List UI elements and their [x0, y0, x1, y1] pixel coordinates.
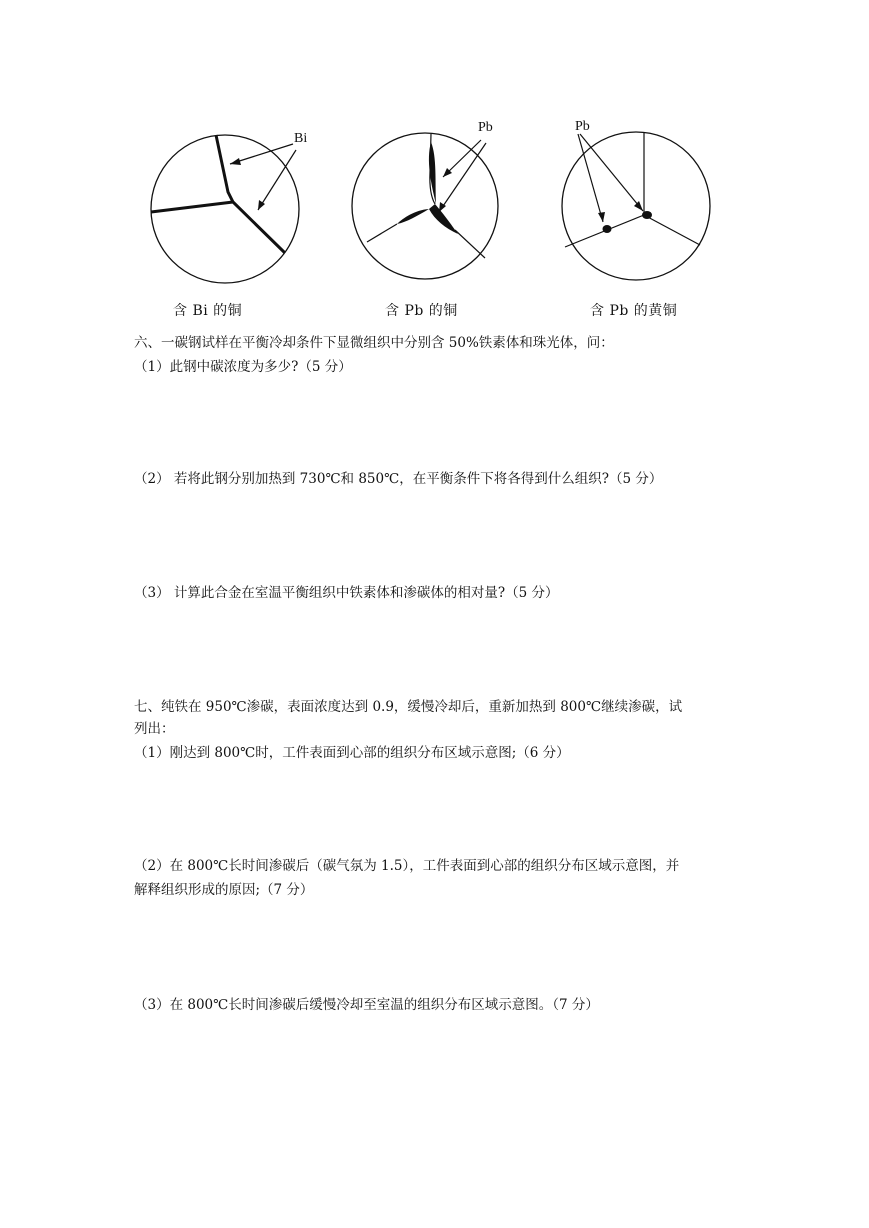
figure-brass-pb	[560, 112, 740, 292]
figure-cu-bi	[140, 112, 320, 292]
q6-part2: （2） 若将此钢分别加热到 730℃和 850℃，在平衡条件下将各得到什么组织?（5 分）	[134, 471, 663, 487]
q7-part2-line1: （2）在 800℃长时间渗碳后（碳气氛为 1.5），工件表面到心部的组织分布区域示意图，并	[134, 858, 680, 874]
figure-caption-brass-pb: 含 Pb 的黄铜	[590, 303, 678, 319]
q6-part3: （3） 计算此合金在室温平衡组织中铁素体和渗碳体的相对量?（5 分）	[134, 585, 559, 601]
q6-part1: （1）此钢中碳浓度为多少?（5 分）	[134, 359, 352, 375]
q7-title-line1: 七、纯铁在 950℃渗碳，表面浓度达到 0.9，缓慢冷却后，重新加热到 800℃继续渗碳，试	[134, 699, 683, 715]
figure-cu-pb	[345, 112, 525, 292]
q7-part2-line2: 解释组织形成的原因;（7 分）	[134, 882, 314, 898]
figure-label-bi: Bi	[294, 131, 308, 146]
figure-label-pb: Pb	[478, 120, 493, 135]
q7-title-line2: 列出：	[134, 721, 175, 737]
q7-part3: （3）在 800℃长时间渗碳后缓慢冷却至室温的组织分布区域示意图。（7 分）	[134, 997, 599, 1013]
figure-caption-cu-bi: 含 Bi 的铜	[173, 303, 243, 319]
figure-caption-cu-pb: 含 Pb 的铜	[385, 303, 458, 319]
q7-part1: （1）刚达到 800℃时，工件表面到心部的组织分布区域示意图;（6 分）	[134, 745, 570, 761]
q6-title: 六、一碳钢试样在平衡冷却条件下显微组织中分别含 50%铁素体和珠光体，问：	[134, 335, 614, 351]
figure-label-pb-brass: Pb	[575, 119, 590, 134]
